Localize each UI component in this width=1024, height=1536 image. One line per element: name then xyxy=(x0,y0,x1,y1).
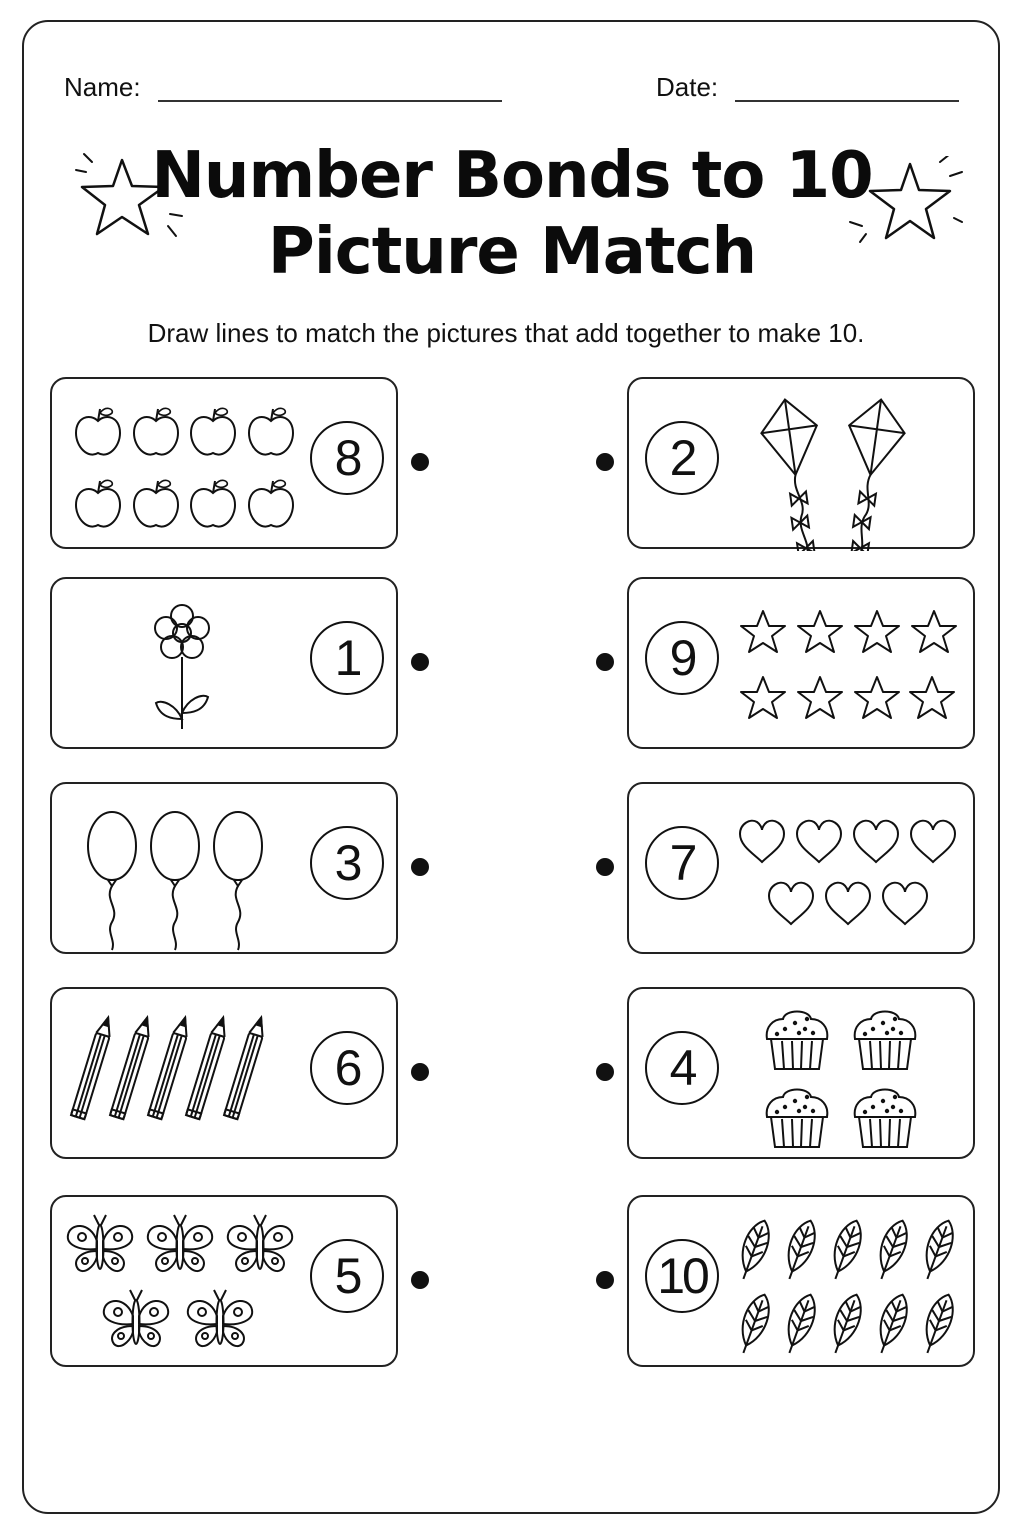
name-field[interactable] xyxy=(158,100,502,102)
match-dot-left-2[interactable] xyxy=(411,653,429,671)
number-circle-10: 10 xyxy=(645,1239,719,1313)
right-card-4 xyxy=(627,987,975,1159)
date-field[interactable] xyxy=(735,100,959,102)
match-dot-left-3[interactable] xyxy=(411,858,429,876)
right-card-2 xyxy=(627,577,975,749)
match-dot-left-5[interactable] xyxy=(411,1271,429,1289)
left-card-2 xyxy=(50,577,398,749)
match-dot-right-2[interactable] xyxy=(596,653,614,671)
match-dot-right-1[interactable] xyxy=(596,453,614,471)
number-circle-3: 3 xyxy=(310,826,384,900)
match-dot-right-3[interactable] xyxy=(596,858,614,876)
left-card-4 xyxy=(50,987,398,1159)
match-dot-left-4[interactable] xyxy=(411,1063,429,1081)
right-card-3 xyxy=(627,782,975,954)
number-circle-1: 1 xyxy=(310,621,384,695)
right-card-5 xyxy=(627,1195,975,1367)
left-card-3 xyxy=(50,782,398,954)
right-card-1 xyxy=(627,377,975,549)
match-dot-right-4[interactable] xyxy=(596,1063,614,1081)
title-line-1: Number Bonds to 10 xyxy=(151,139,873,213)
number-circle-6: 6 xyxy=(310,1031,384,1105)
number-circle-2: 2 xyxy=(645,421,719,495)
match-dot-right-5[interactable] xyxy=(596,1271,614,1289)
name-label: Name: xyxy=(64,72,141,102)
left-card-1 xyxy=(50,377,398,549)
match-dot-left-1[interactable] xyxy=(411,453,429,471)
date-label: Date: xyxy=(656,72,719,102)
number-circle-4: 4 xyxy=(645,1031,719,1105)
number-circle-7: 7 xyxy=(645,826,719,900)
title-line-2: Picture Match xyxy=(267,215,757,289)
instructions-text: Draw lines to match the pictures that add together to make 10. xyxy=(147,318,865,348)
number-circle-8: 8 xyxy=(310,421,384,495)
number-circle-5: 5 xyxy=(310,1239,384,1313)
number-circle-9: 9 xyxy=(645,621,719,695)
left-card-5 xyxy=(50,1195,398,1367)
